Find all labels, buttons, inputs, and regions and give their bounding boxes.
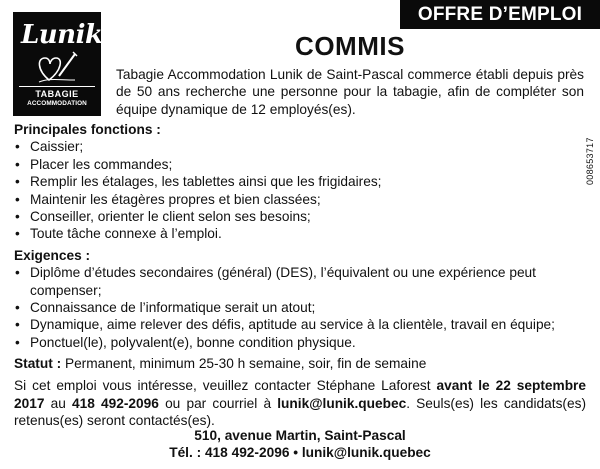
list-item: • Remplir les étalages, les tablettes ainsi que les frigidaires; [14, 173, 586, 190]
job-title: COMMIS [295, 31, 405, 61]
logo-tabagie: TABAGIE [35, 89, 79, 99]
list-item: • Dynamique, aime relever des défis, aptitude au service à la clientèle, travail en équipe; [14, 316, 586, 333]
fonctions-heading: Principales fonctions : [14, 122, 161, 137]
contact-text: Si cet emploi vous intéresse, veuillez contacter Stéphane Laforest [14, 378, 437, 394]
lunik-logo [13, 12, 101, 116]
footer [0, 427, 600, 462]
statut-line [14, 355, 586, 373]
list-item: • Toute tâche connexe à l’emploi. [14, 225, 586, 242]
statut-text: Permanent, minimum 25-30 h semaine, soir, fin de semaine [61, 356, 427, 372]
intro-paragraph: Tabagie Accommodation Lunik de Saint-Pascal commerce établi depuis près de 50 ans recherche une personne pour la tabagie, afin de compléter son équipe dynamique de 12 employés(es). [116, 67, 584, 117]
logo-accommodation: ACCOMMODATION [27, 100, 87, 107]
list-item: • Diplôme d’études secondaires (général) (DES), l’équivalent ou une expérience peut compenser; [14, 264, 586, 299]
contact-text: . Seuls(es) les candidats(es) retenus(es) seront contactés(es). [14, 395, 586, 428]
list-item: • Conseiller, orienter le client selon ses besoins; [14, 208, 586, 225]
footer-address: 510, avenue Martin, Saint-Pascal [194, 428, 406, 443]
deadline: avant le 22 septembre 2017 [14, 378, 586, 411]
heart-pen-icon [35, 50, 79, 84]
list-item: • Maintenir les étagères propres et bien classées; [14, 191, 586, 208]
list-item: • Caissier; [14, 138, 586, 155]
contact-text: ou par courriel à [158, 395, 278, 411]
contact-text: au [44, 395, 73, 411]
list-item: • Placer les commandes; [14, 156, 586, 173]
ad-body [14, 121, 586, 429]
exigences-list [14, 264, 586, 351]
exigences-heading: Exigences : [14, 247, 91, 263]
logo-script: Lunik [21, 20, 103, 50]
contact-phone: 418 492-2096 [72, 395, 159, 411]
fonctions-list [14, 138, 586, 242]
footer-tel: Tél. : 418 492-2096 • lunik@lunik.quebec [169, 445, 431, 461]
side-code: 008653717 [585, 137, 595, 185]
contact-paragraph [14, 377, 586, 429]
statut-label: Statut : [14, 356, 62, 372]
offer-banner: OFFRE D’EMPLOI [400, 0, 600, 29]
contact-email: lunik@lunik.quebec [277, 395, 407, 411]
list-item: • Ponctuel(le), polyvalent(e), bonne condition physique. [14, 334, 586, 351]
logo-divider [19, 86, 95, 87]
list-item: • Connaissance de l’informatique serait un atout; [14, 299, 586, 316]
